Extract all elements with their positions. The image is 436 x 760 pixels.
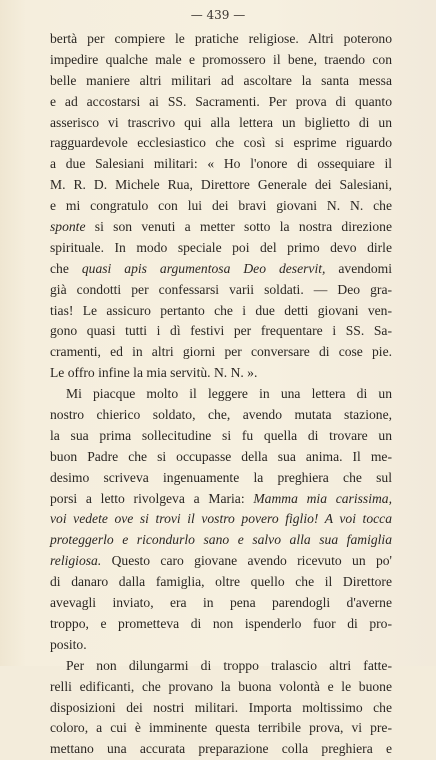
text-line (50, 551, 392, 572)
text-line (50, 196, 392, 217)
text-line (50, 593, 392, 614)
text-line (50, 29, 392, 50)
text-line (50, 259, 392, 280)
text-line (50, 468, 392, 489)
text-line (50, 614, 392, 635)
text-line (50, 656, 392, 677)
text-segment: avendomi (325, 260, 392, 276)
text-line (50, 489, 392, 510)
text-segment: e ad accostarsi ai SS. Sacramenti. Per prova di quanto (50, 93, 392, 109)
text-line (50, 363, 392, 384)
italic-text: sponte (50, 219, 86, 235)
text-segment: tias! Le assicuro pertanto che i due detti giovani ven- (50, 302, 392, 318)
text-segment: a due Salesiani militari: « Ho l'onore di ossequiare il (50, 156, 392, 172)
text-segment: impedire qualche male e promossero il bene, traendo con (50, 51, 392, 67)
text-line (50, 447, 392, 468)
text-segment: si son venuti a metter sotto la nostra direzione (85, 219, 392, 235)
text-segment: desimo scriveva ingenuamente la preghiera che sul (50, 469, 392, 485)
text-segment: nostro chierico soldato, che, avendo mutata stazione, (50, 407, 392, 423)
text-line (50, 530, 392, 551)
text-line (50, 238, 392, 259)
text-line (50, 301, 392, 322)
italic-text: quasi apis argumentosa Deo deservit, (81, 260, 326, 276)
text-line (50, 509, 392, 530)
italic-text: proteggerlo e ricondurlo sano e salvo alla sua famiglia (50, 532, 392, 548)
text-segment: Mi piacque molto il leggere in una lettera di un (66, 386, 392, 402)
text-line (50, 635, 392, 656)
text-segment: porsi a letto rivolgeva a Maria: (50, 490, 254, 506)
text-segment: che (50, 260, 82, 276)
text-line (50, 384, 392, 405)
text-line (50, 321, 392, 342)
text-line (50, 572, 392, 593)
text-segment: relli edificanti, che provano la buona volontà e le buone (50, 678, 392, 694)
text-segment: cramenti, ed in altri giorni per conversare di cose pie. (50, 344, 392, 360)
text-line (50, 739, 392, 760)
text-segment: Questo caro giovane avendo ricevuto un po' (101, 553, 392, 569)
text-segment: Per non dilungarmi di troppo tralascio altri fatte- (66, 657, 392, 673)
text-line (50, 154, 392, 175)
text-segment: la sua prima sollecitudine si fu quella di trovare un (50, 427, 392, 443)
text-line (50, 426, 392, 447)
text-segment: M. R. D. Michele Rua, Direttore Generale dei Salesiani, (50, 177, 392, 193)
text-line (50, 718, 392, 739)
text-line (50, 280, 392, 301)
text-line (50, 342, 392, 363)
text-segment: di danaro dalla famiglia, oltre quello che il Direttore (50, 574, 392, 590)
text-segment: asserisco vi trascrivo qui alla lettera un biglietto di un (50, 114, 392, 130)
italic-text: voi vedete ove si trovi il vostro povero figlio! A voi tocca (50, 511, 392, 527)
text-line (50, 175, 392, 196)
text-segment: bertà per compiere le pratiche religiose. Altri poterono (50, 31, 392, 46)
text-segment: gono quasi tutti i dì festivi per frequentare i SS. Sa- (50, 323, 392, 339)
text-segment: belle maniere altri militari ad ascoltare la santa messa (50, 72, 392, 88)
text-line (50, 113, 392, 134)
text-line (50, 133, 392, 154)
text-segment: e mi congratulo con lui dei bravi giovani N. N. che (50, 198, 392, 214)
page-number-header: — 439 — (190, 8, 246, 22)
text-line (50, 677, 392, 698)
body-text (50, 29, 392, 760)
text-line (50, 50, 392, 71)
text-segment: ragguardevole ecclesiastico che così si esprime riguardo (50, 135, 392, 151)
text-line (50, 405, 392, 426)
text-segment: avevagli inviato, era in pena parendogli d'averne (50, 595, 392, 611)
text-segment: buon Padre che si occupasse della sua anima. Il me- (50, 448, 392, 464)
text-segment: già condotti per confessarsi varii soldati. — Deo gra- (50, 281, 392, 297)
text-segment: disposizioni dei nostri militari. Importa moltissimo che (50, 699, 392, 715)
italic-text: Mamma mia carissima, (253, 490, 392, 506)
text-line (50, 217, 392, 238)
text-line (50, 92, 392, 113)
text-segment: troppo, e prometteva di non ispenderlo fuor di pro- (50, 615, 392, 631)
text-segment: mettano una accurata preparazione colla preghiera e (50, 741, 392, 757)
text-segment: coloro, a cui è imminente questa terribile prova, vi pre- (50, 720, 392, 736)
text-segment: Le offro infine la mia servitù. N. N. ». (50, 365, 258, 381)
text-segment: posito. (50, 636, 87, 652)
text-line (50, 698, 392, 719)
text-line (50, 71, 392, 92)
text-segment: spirituale. In modo speciale poi del primo devo dirle (50, 239, 392, 255)
italic-text: religiosa. (50, 553, 102, 569)
